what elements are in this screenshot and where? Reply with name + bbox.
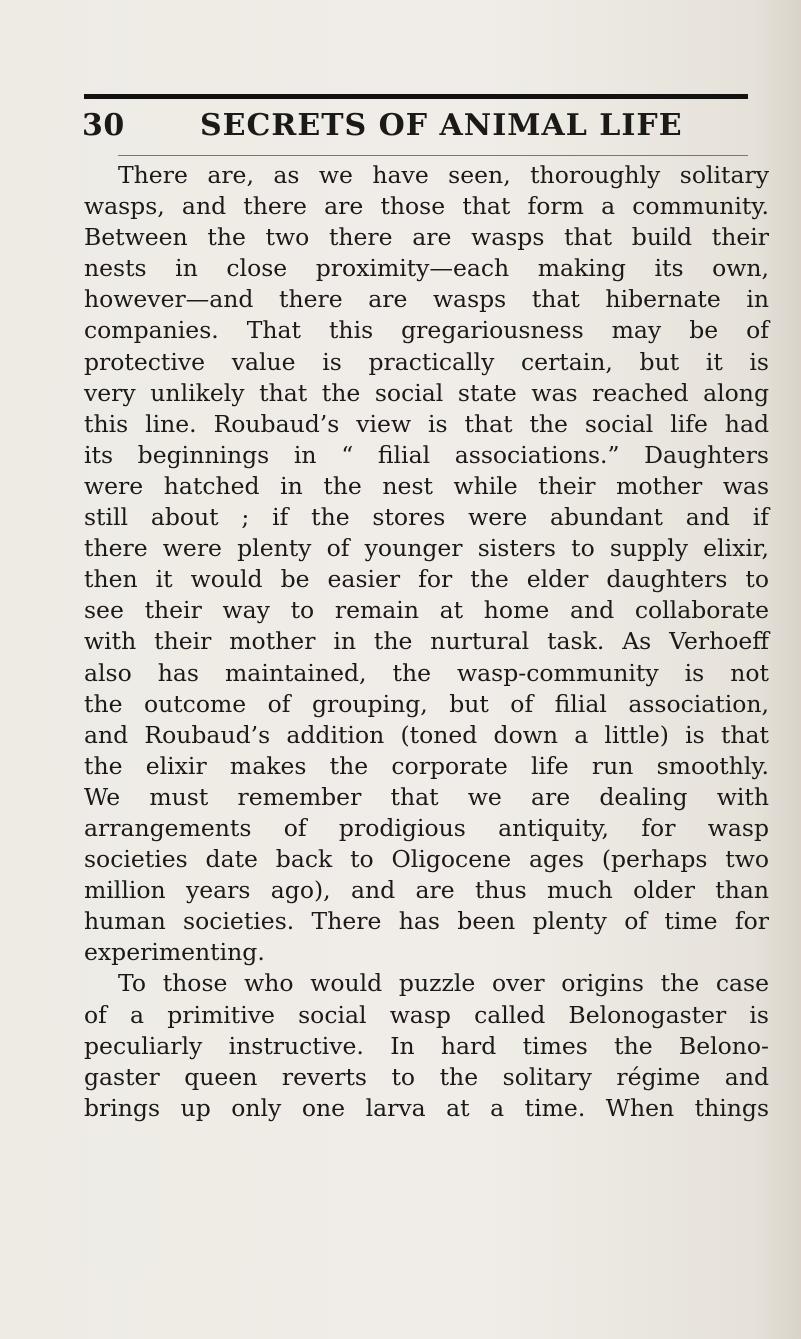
text-line: nests in close proximity—each making its own, (84, 254, 769, 283)
text-line: were hatched in the nest while their mother was (84, 471, 769, 500)
text-line: million years ago), and are thus much older than (84, 876, 769, 905)
text-line: with their mother in the nurtural task. As Verhoeff (84, 627, 769, 656)
text-line: experimenting. (84, 938, 265, 967)
page-number: 30 (82, 108, 125, 143)
text-line: We must remember that we are dealing with (84, 782, 769, 811)
text-line: its beginnings in “ filial associations.” Daughters (84, 440, 769, 469)
text-line: and Roubaud’s addition (toned down a little) is that (84, 720, 769, 749)
text-line: arrangements of prodigious antiquity, for wasp (84, 813, 769, 842)
text-line: very unlikely that the social state was reached along (84, 378, 769, 407)
text-line: peculiarly instructive. In hard times the Belono- (84, 1031, 769, 1060)
text-line: Between the two there are wasps that build their (84, 223, 769, 252)
running-title: SECRETS OF ANIMAL LIFE (200, 108, 683, 143)
text-line: companies. That this gregariousness may be of (84, 316, 769, 345)
text-line: however—and there are wasps that hibernate in (84, 285, 769, 314)
text-line: To those who would puzzle over origins the case (118, 969, 769, 998)
top-rule (84, 94, 748, 99)
text-line: societies date back to Oligocene ages (perhaps two (84, 845, 769, 874)
text-line: gaster queen reverts to the solitary régime and (84, 1062, 769, 1091)
text-line: protective value is practically certain, but it is (84, 347, 769, 376)
running-head (82, 106, 762, 146)
text-line: this line. Roubaud’s view is that the social life had (84, 409, 769, 438)
text-line: human societies. There has been plenty of time for (84, 907, 769, 936)
text-line: brings up only one larva at a time. When things (84, 1093, 769, 1122)
text-line: of a primitive social wasp called Belonogaster is (84, 1000, 769, 1029)
text-line: there were plenty of younger sisters to supply elixir, (84, 534, 769, 563)
text-line: the outcome of grouping, but of filial association, (84, 689, 769, 718)
text-line: also has maintained, the wasp-community is not (84, 658, 769, 687)
text-line: still about ; if the stores were abundant and if (84, 503, 769, 532)
body-text (84, 160, 769, 1124)
text-line: then it would be easier for the elder daughters to (84, 565, 769, 594)
header-underline (118, 155, 748, 156)
text-line: see their way to remain at home and collaborate (84, 596, 769, 625)
text-line: wasps, and there are those that form a community. (84, 192, 769, 221)
text-line: the elixir makes the corporate life run smoothly. (84, 751, 769, 780)
text-line: There are, as we have seen, thoroughly solitary (118, 161, 769, 189)
